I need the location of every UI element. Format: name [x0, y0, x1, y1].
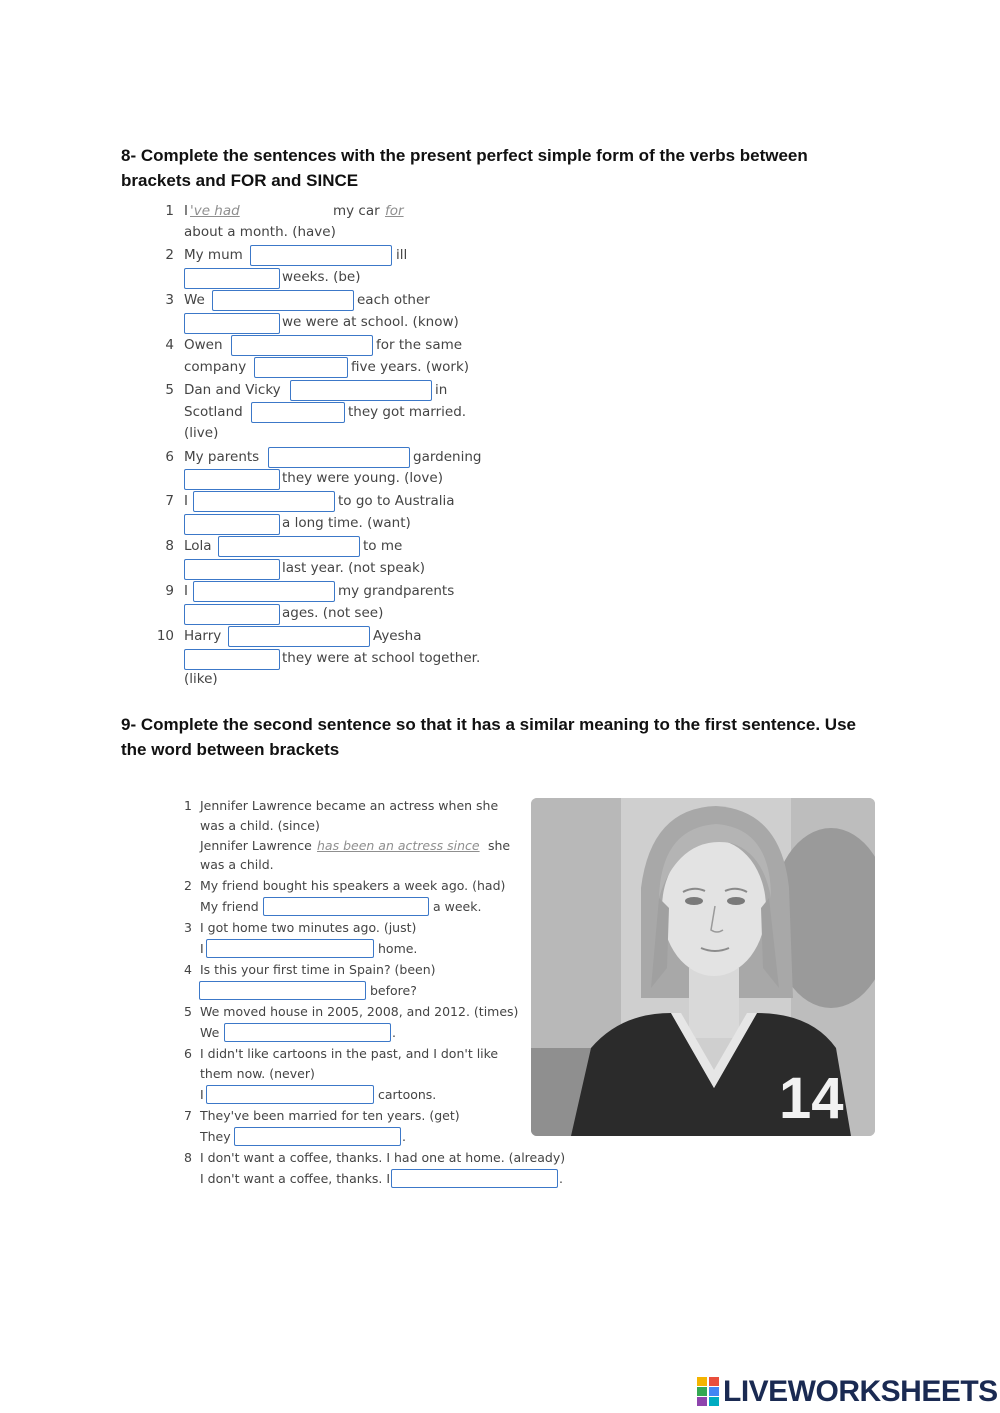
item-text: last year. (not speak): [282, 560, 426, 576]
example-answer: 've had: [190, 203, 240, 219]
item-subject: My mum: [184, 247, 243, 263]
example-text: Jennifer Lawrence: [200, 838, 312, 853]
item-text: we were at school. (know): [282, 314, 459, 330]
example-text: was a child.: [200, 857, 274, 872]
item-text: before?: [370, 983, 417, 998]
example-answer: has been an actress since: [317, 838, 480, 853]
photo-illustration: [531, 798, 875, 1136]
item-text: cartoons.: [378, 1087, 437, 1102]
item-subject: I: [184, 493, 188, 509]
item-text: (live): [184, 425, 219, 441]
item-number: 9: [165, 583, 174, 599]
item-text: weeks. (be): [282, 269, 361, 285]
item-text: company: [184, 359, 247, 375]
answer-input-9-6[interactable]: [206, 1085, 374, 1104]
item-number: 5: [165, 382, 174, 398]
item-text: each other: [357, 292, 430, 308]
item-number: 6: [165, 449, 174, 465]
item-text: five years. (work): [351, 359, 470, 375]
item-text: .: [402, 1129, 406, 1144]
item-prompt: I got home two minutes ago. (just): [200, 920, 417, 935]
answer-input-9-4[interactable]: [199, 981, 366, 1000]
item-number: 6: [184, 1046, 192, 1061]
item-text: I don't want a coffee, thanks. I: [200, 1171, 391, 1186]
item-number: 5: [184, 1004, 192, 1019]
item-text: for the same: [376, 337, 463, 353]
answer-input-9-7[interactable]: [234, 1127, 401, 1146]
item-prompt: My friend bought his speakers a week ago. (had): [200, 878, 506, 893]
jersey-number: 14: [779, 1066, 844, 1131]
item-text: to me: [363, 538, 403, 554]
item-subject: We: [184, 292, 205, 308]
item-text: Scotland: [184, 404, 243, 420]
item-number: 3: [184, 920, 192, 935]
answer-input-9-3[interactable]: [206, 939, 374, 958]
logo-icon: [697, 1377, 721, 1407]
item-text: .: [392, 1025, 396, 1040]
item-number: 8: [165, 538, 174, 554]
liveworksheets-logo: [697, 1374, 997, 1410]
item-number: 1: [165, 203, 174, 219]
answer-input-9-8[interactable]: [391, 1169, 558, 1188]
item-text: they were young. (love): [282, 470, 443, 486]
item-text: My friend: [200, 899, 259, 914]
item-text: I: [200, 1087, 204, 1102]
item-number: 2: [184, 878, 192, 893]
item-prompt: I didn't like cartoons in the past, and I don't like: [200, 1046, 499, 1061]
item-number: 2: [165, 247, 174, 263]
item-prompt: They've been married for ten years. (get): [200, 1108, 460, 1123]
item-number: 7: [184, 1108, 192, 1123]
item-text: to go to Australia: [338, 493, 455, 509]
item-number: 4: [184, 962, 192, 977]
item-text: in: [435, 382, 448, 398]
item-subject: Owen: [184, 337, 223, 353]
item-text: a week.: [433, 899, 482, 914]
item-text: I: [200, 941, 204, 956]
item-text: they were at school together.: [282, 650, 481, 666]
item-prompt: Is this your first time in Spain? (been): [200, 962, 436, 977]
item-subject: Harry: [184, 628, 222, 644]
item-number: 8: [184, 1150, 192, 1165]
item-text: We: [200, 1025, 220, 1040]
item-text: gardening: [413, 449, 482, 465]
item-text: .: [559, 1171, 563, 1186]
example-middle: my car: [333, 203, 380, 219]
example-subject: I: [184, 203, 188, 219]
item-number: 10: [156, 628, 174, 644]
item-number: 1: [184, 798, 192, 813]
logo-text: LIVEWORKSHEETS: [723, 1375, 998, 1408]
example-ending: about a month. (have): [184, 224, 336, 240]
item-subject: Lola: [184, 538, 212, 554]
item-text: ill: [396, 247, 408, 263]
jennifer-lawrence-photo: [531, 798, 875, 1136]
exercise-8-title: 8- Complete the sentences with the present perfect simple form of the verbs between brackets and FOR and SINCE: [121, 146, 808, 190]
item-prompt: I don't want a coffee, thanks. I had one at home. (already): [200, 1150, 566, 1165]
item-text: (like): [184, 671, 218, 687]
item-subject: I: [184, 583, 188, 599]
example-text: she: [488, 838, 511, 853]
item-text: home.: [378, 941, 418, 956]
item-text: Ayesha: [373, 628, 422, 644]
item-text: they got married.: [348, 404, 467, 420]
item-text: ages. (not see): [282, 605, 384, 621]
example-answer-2: for: [385, 203, 404, 219]
answer-input-9-2[interactable]: [263, 897, 429, 916]
item-text: a long time. (want): [282, 515, 411, 531]
item-subject: Dan and Vicky: [184, 382, 281, 398]
example-prompt: was a child. (since): [200, 818, 320, 833]
item-prompt: We moved house in 2005, 2008, and 2012. (times): [200, 1004, 519, 1019]
item-number: 4: [165, 337, 174, 353]
item-number: 3: [165, 292, 174, 308]
item-text: They: [200, 1129, 231, 1144]
item-text: my grandparents: [338, 583, 455, 599]
item-subject: My parents: [184, 449, 260, 465]
exercise-9-title: 9- Complete the second sentence so that it has a similar meaning to the first sentence. Use the word between brackets: [121, 715, 856, 759]
item-number: 7: [165, 493, 174, 509]
item-prompt: them now. (never): [200, 1066, 315, 1081]
answer-input-9-5[interactable]: [224, 1023, 391, 1042]
example-prompt: Jennifer Lawrence became an actress when she: [200, 798, 499, 813]
